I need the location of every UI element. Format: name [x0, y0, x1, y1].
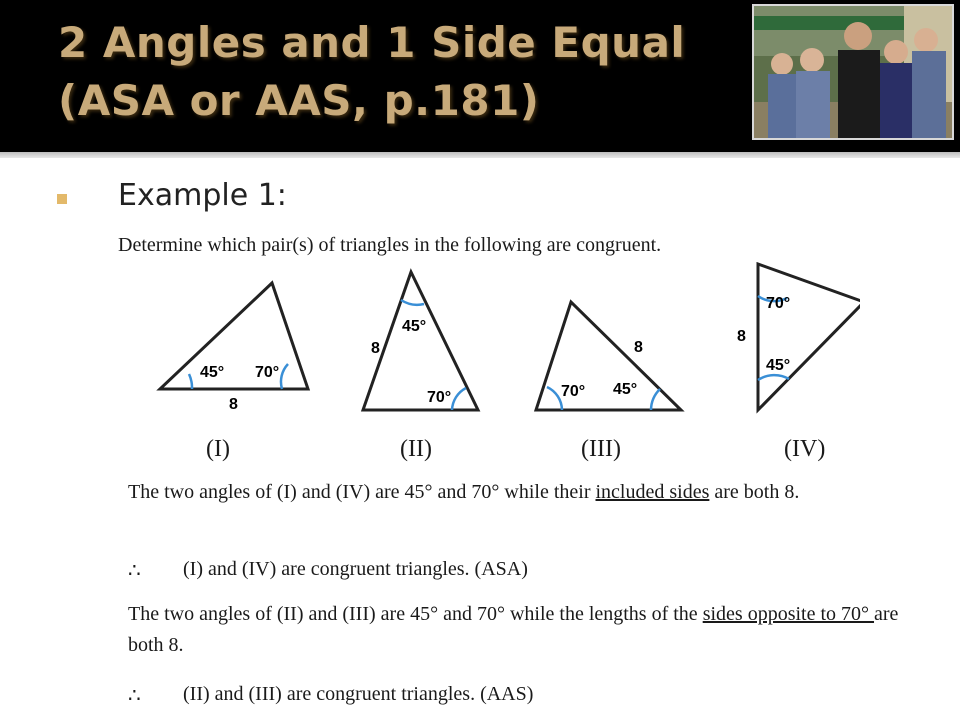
explanation-aas	[128, 599, 928, 661]
tri3-side: 8	[634, 339, 643, 356]
conclusion-asa: (I) and (IV) are congruent triangles. (ASA)	[183, 558, 528, 580]
tri1-angle-a: 45°	[200, 364, 225, 381]
explanation-asa	[128, 477, 928, 508]
triangle-label-3: (III)	[581, 436, 621, 462]
title-divider	[0, 152, 960, 158]
sides-opposite-term: sides opposite to 70°	[702, 603, 875, 625]
tri2-angle-a: 45°	[402, 318, 427, 335]
group-photo	[752, 4, 954, 140]
bullet-square-icon	[57, 194, 67, 204]
group-photo-image	[754, 6, 952, 138]
tri3-angle-b: 45°	[613, 381, 638, 398]
included-sides-term: included sides	[595, 481, 710, 503]
triangle-2	[363, 272, 478, 410]
triangle-label-1: (I)	[206, 436, 230, 462]
tri4-angle-a: 70°	[766, 295, 791, 312]
example-heading: Example 1:	[118, 178, 287, 213]
title-bar	[0, 0, 960, 152]
triangle-4	[737, 264, 860, 410]
triangles-figure	[140, 262, 860, 462]
explanation-asa-end: are both 8.	[709, 481, 800, 503]
tri3-angle-a: 70°	[561, 383, 586, 400]
explanation-aas-end: are both 8.	[128, 603, 899, 656]
explanation-aas-text: The two angles of (II) and (III) are 45° and 70° while the lengths of the	[128, 603, 703, 625]
tri1-angle-b: 70°	[255, 364, 280, 381]
triangle-1	[160, 283, 308, 413]
conclusion-aas: (II) and (III) are congruent triangles. (AAS)	[183, 683, 534, 705]
therefore-symbol: ∴	[128, 560, 141, 582]
triangle-label-4: (IV)	[784, 436, 826, 462]
tri2-side: 8	[371, 340, 380, 357]
slide-title	[58, 14, 685, 130]
title-line-1: 2 Angles and 1 Side Equal	[58, 18, 686, 67]
tri2-angle-b: 70°	[427, 389, 452, 406]
instruction-text: Determine which pair(s) of triangles in the following are congruent.	[118, 234, 662, 256]
explanation-asa-text: The two angles of (I) and (IV) are 45° and 70° while their	[128, 481, 596, 503]
tri1-side: 8	[229, 396, 238, 413]
title-line-2: (ASA or AAS, p.181)	[58, 76, 540, 125]
triangle-3	[536, 302, 681, 410]
triangle-label-2: (II)	[400, 436, 432, 462]
therefore-symbol-2: ∴	[128, 685, 141, 707]
tri4-side: 8	[737, 328, 746, 345]
tri4-angle-b: 45°	[766, 357, 791, 374]
